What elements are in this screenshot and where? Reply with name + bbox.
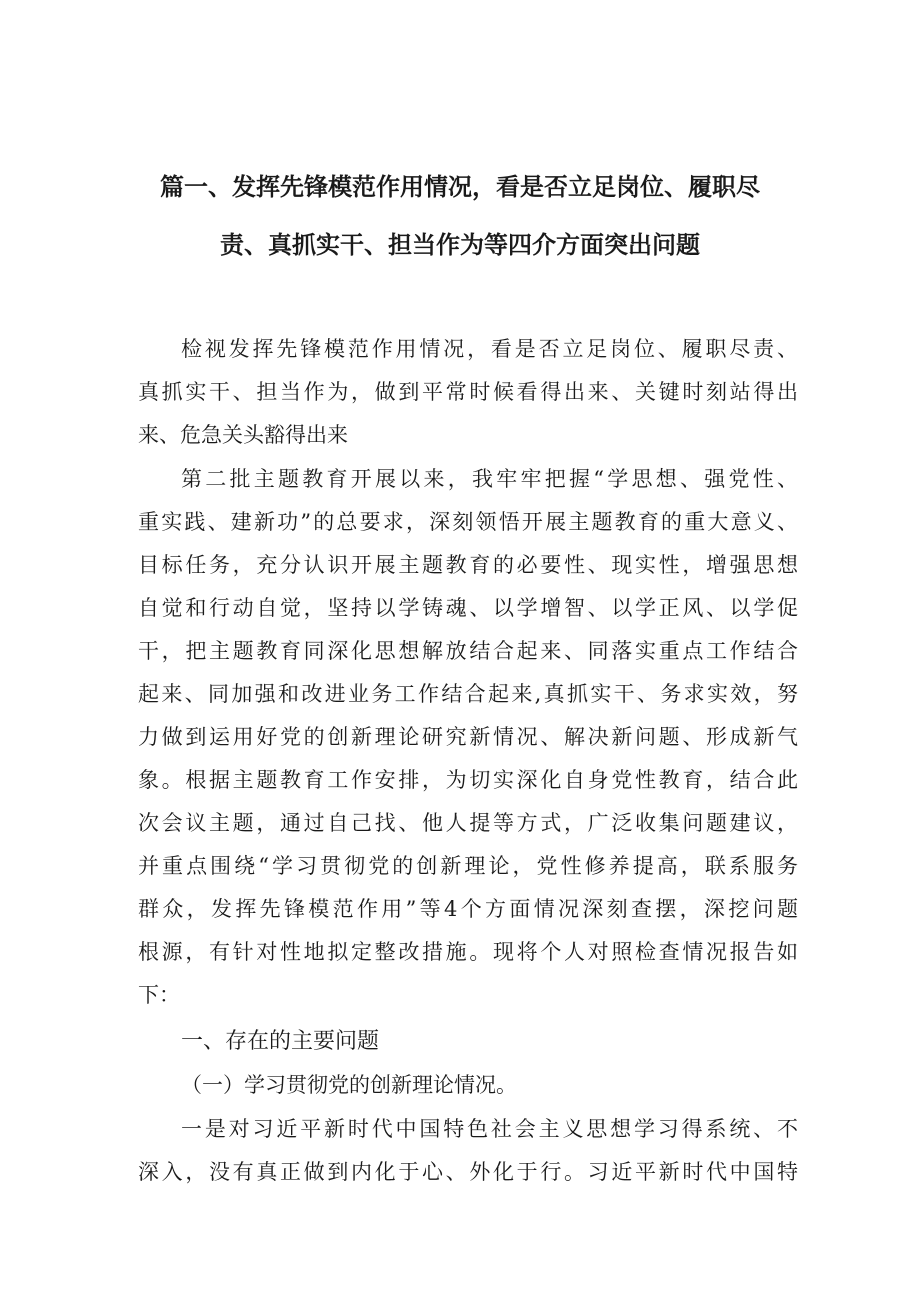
main-paragraph-line: 下：: [138, 983, 180, 1007]
subsection-heading: （一）学习贯彻党的创新理论情况。: [181, 1073, 517, 1097]
intro-paragraph-line: 检视发挥先锋模范作用情况，看是否立足岗位、履职尽责、: [181, 337, 798, 361]
main-paragraph-line: 象。根据主题教育工作安排，为切实深化自身党性教育，结合此: [138, 768, 798, 792]
main-paragraph-line: 目标任务，充分认识开展主题教育的必要性、现实性，增强思想: [138, 553, 798, 577]
document-title-line-2: 责、真抓实干、担当作为等四介方面突出问题: [220, 231, 700, 259]
section-heading: 一、存在的主要问题: [181, 1029, 380, 1054]
main-paragraph-line: 次会议主题，通过自己找、他人提等方式，广泛收集问题建议，: [138, 811, 798, 835]
point-paragraph-line: 深入，没有真正做到内化于心、外化于行。习近平新时代中国特: [138, 1160, 798, 1184]
main-paragraph-line: 根源，有针对性地拟定整改措施。现将个人对照检查情况报告如: [138, 940, 798, 964]
main-paragraph-line: 力做到运用好党的创新理论研究新情况、解决新问题、形成新气: [138, 725, 798, 749]
main-paragraph-line: 并重点围绕“学习贯彻党的创新理论，党性修养提高，联系服务: [138, 854, 798, 878]
document-title-line-1: 篇一、发挥先锋模范作用情况，看是否立足岗位、履职尽: [160, 173, 760, 201]
point-paragraph-line: 一是对习近平新时代中国特色社会主义思想学习得系统、不: [181, 1117, 798, 1141]
main-paragraph-line: 干，把主题教育同深化思想解放结合起来、同落实重点工作结合: [138, 639, 798, 663]
main-paragraph-line: 起来、同加强和改进业务工作结合起来,真抓实干、务求实效，努: [138, 682, 798, 706]
main-paragraph-line: 自觉和行动自觉，坚持以学铸魂、以学增智、以学正风、以学促: [138, 596, 798, 620]
main-paragraph-line: 群众，发挥先锋模范作用”等4个方面情况深刻查摆，深挖问题: [138, 897, 798, 921]
main-paragraph-line: 第二批主题教育开展以来，我牢牢把握“学思想、强党性、: [181, 467, 798, 491]
main-paragraph-line: 重实践、建新功”的总要求，深刻领悟开展主题教育的重大意义、: [138, 510, 798, 534]
intro-paragraph-line: 来、危急关头豁得出来: [138, 423, 348, 447]
intro-paragraph-line: 真抓实干、担当作为，做到平常时候看得出来、关键时刻站得出: [138, 380, 798, 404]
